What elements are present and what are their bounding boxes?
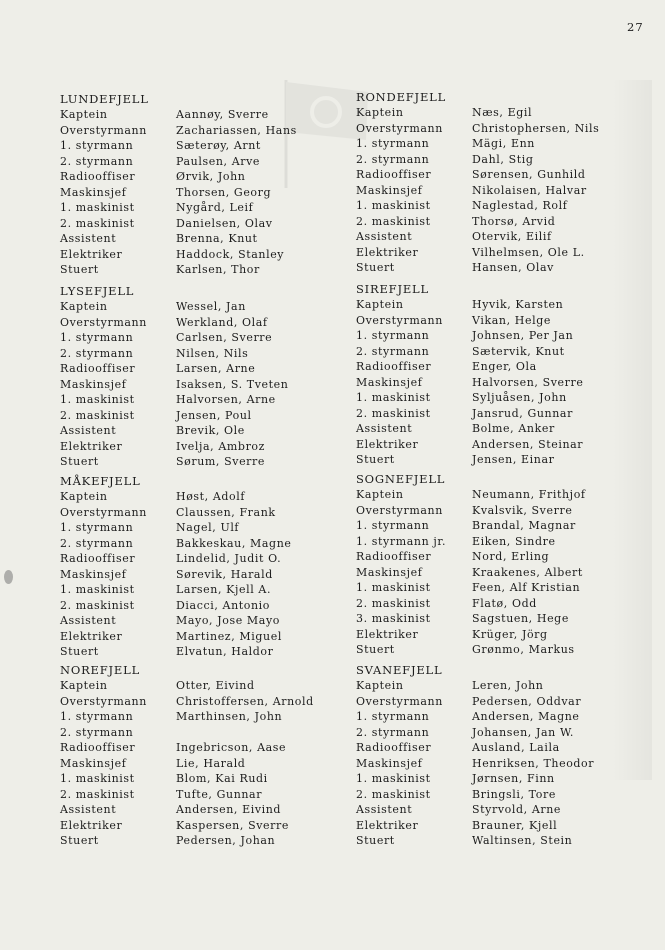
crew-row bbox=[60, 185, 297, 201]
crew-role: Maskinsjef bbox=[356, 756, 423, 770]
crew-role: Overstyrmann bbox=[60, 315, 147, 329]
crew-person: Flatø, Odd bbox=[472, 596, 537, 610]
crew-row bbox=[356, 787, 594, 803]
crew-row bbox=[60, 315, 288, 331]
crew-role: Radiooffiser bbox=[60, 741, 136, 754]
crew-role: Elektriker bbox=[60, 629, 123, 643]
crew-row bbox=[60, 361, 288, 377]
crew-person: Lindelid, Judit O. bbox=[176, 552, 282, 565]
crew-role: Maskinsjef bbox=[356, 375, 423, 389]
crew-role: Elektriker bbox=[356, 818, 419, 832]
crew-person: Hyvik, Karsten bbox=[472, 298, 564, 311]
crew-row bbox=[356, 359, 583, 375]
crew-row bbox=[60, 678, 314, 694]
crew-row bbox=[356, 580, 586, 596]
crew-row bbox=[356, 214, 599, 230]
crew-row bbox=[356, 260, 599, 276]
crew-row bbox=[356, 183, 599, 199]
crew-row bbox=[356, 565, 586, 581]
crew-role: Stuert bbox=[356, 453, 395, 466]
crew-person: Mayo, Jose Mayo bbox=[176, 614, 280, 627]
crew-role: Stuert bbox=[60, 263, 99, 276]
crew-row bbox=[60, 454, 288, 470]
crew-role: Kaptein bbox=[356, 679, 404, 692]
crew-row bbox=[356, 487, 586, 503]
crew-table bbox=[60, 489, 292, 660]
crew-role: Radiooffiser bbox=[60, 362, 136, 375]
crew-role: 2. maskinist bbox=[60, 408, 135, 422]
crew-person: Andersen, Eivind bbox=[176, 803, 282, 816]
crew-person: Jansrud, Gunnar bbox=[472, 406, 573, 420]
crew-role: Maskinsjef bbox=[356, 565, 423, 579]
crew-role: Overstyrmann bbox=[60, 505, 147, 519]
crew-person: Blom, Kai Rudi bbox=[176, 772, 268, 785]
crew-person: Dahl, Stig bbox=[472, 152, 534, 166]
crew-role: 2. styrmann bbox=[60, 154, 134, 168]
crew-person: Pedersen, Johan bbox=[176, 834, 276, 847]
crew-role: Assistent bbox=[60, 424, 117, 437]
crew-role: 1. maskinist bbox=[60, 583, 135, 596]
crew-role: Kaptein bbox=[60, 490, 108, 503]
crew-row bbox=[60, 439, 288, 455]
crew-table bbox=[60, 299, 288, 470]
crew-person: Pedersen, Oddvar bbox=[472, 694, 582, 708]
crew-row bbox=[356, 121, 599, 137]
ship-name: RONDEFJELL bbox=[356, 90, 447, 104]
crew-person: Christoffersen, Arnold bbox=[176, 694, 314, 708]
crew-role: 1. styrmann bbox=[60, 139, 134, 152]
crew-person: Halvorsen, Sverre bbox=[472, 375, 584, 389]
crew-table bbox=[356, 105, 599, 276]
crew-role: Radiooffiser bbox=[356, 360, 432, 373]
crew-person: Thorsen, Georg bbox=[176, 185, 272, 199]
crew-person: Martinez, Miguel bbox=[176, 629, 282, 643]
crew-person: Johansen, Jan W. bbox=[472, 725, 575, 739]
crew-role: Overstyrmann bbox=[60, 694, 147, 708]
crew-row bbox=[60, 629, 292, 645]
crew-person: Sætervik, Knut bbox=[472, 344, 565, 358]
crew-role: 1. styrmann bbox=[60, 521, 134, 534]
crew-role: 2. maskinist bbox=[356, 406, 431, 420]
crew-row bbox=[356, 229, 599, 245]
crew-row bbox=[60, 138, 297, 154]
crew-row bbox=[356, 503, 586, 519]
crew-role: Radiooffiser bbox=[60, 170, 136, 183]
crew-row bbox=[356, 313, 583, 329]
crew-role: Elektriker bbox=[356, 627, 419, 641]
crew-row bbox=[60, 346, 288, 362]
crew-person: Paulsen, Arve bbox=[176, 154, 261, 168]
crew-table bbox=[356, 297, 583, 468]
crew-role: Elektriker bbox=[60, 247, 123, 261]
crew-row bbox=[356, 756, 594, 772]
crew-role: Elektriker bbox=[60, 818, 123, 832]
crew-row bbox=[356, 105, 599, 121]
crew-person: Sørevik, Harald bbox=[176, 567, 273, 581]
crew-person: Jensen, Einar bbox=[472, 453, 555, 466]
crew-person: Tufte, Gunnar bbox=[176, 787, 263, 801]
crew-person: Styrvold, Arne bbox=[472, 803, 562, 816]
crew-row bbox=[60, 644, 292, 660]
crew-row bbox=[60, 262, 297, 278]
crew-row bbox=[356, 833, 594, 849]
crew-row bbox=[60, 489, 292, 505]
crew-role: Stuert bbox=[60, 455, 99, 468]
crew-role: Stuert bbox=[60, 645, 99, 658]
crew-role: 3. maskinist bbox=[356, 612, 431, 625]
crew-role: 1. styrmann bbox=[356, 137, 430, 150]
crew-role: 1. styrmann jr. bbox=[356, 534, 447, 548]
crew-person: Feen, Alf Kristian bbox=[472, 581, 581, 594]
crew-role: Radiooffiser bbox=[60, 552, 136, 565]
crew-person: Sæterøy, Arnt bbox=[176, 139, 261, 152]
crew-role: Assistent bbox=[356, 422, 413, 435]
crew-row bbox=[356, 452, 583, 468]
crew-person bbox=[176, 725, 314, 741]
crew-row bbox=[60, 613, 292, 629]
crew-person: Brauner, Kjell bbox=[472, 818, 558, 832]
crew-person: Naglestad, Rolf bbox=[472, 199, 568, 212]
crew-role: 2. maskinist bbox=[356, 596, 431, 610]
crew-person: Nord, Erling bbox=[472, 550, 550, 563]
crew-person: Sørum, Sverre bbox=[176, 455, 266, 468]
crew-row bbox=[60, 536, 292, 552]
crew-role: 2. styrmann bbox=[356, 152, 430, 166]
crew-person: Haddock, Stanley bbox=[176, 247, 285, 261]
crew-person: Nilsen, Nils bbox=[176, 346, 249, 360]
crew-role: Radiooffiser bbox=[356, 168, 432, 181]
crew-row bbox=[356, 152, 599, 168]
crew-person: Aannøy, Sverre bbox=[176, 108, 269, 121]
crew-role: 1. maskinist bbox=[60, 772, 135, 785]
crew-role: Stuert bbox=[356, 261, 395, 274]
crew-table bbox=[60, 107, 297, 278]
crew-row bbox=[60, 771, 314, 787]
crew-person: Leren, John bbox=[472, 679, 544, 692]
crew-role: Kaptein bbox=[356, 106, 404, 119]
crew-person: Enger, Ola bbox=[472, 360, 537, 373]
crew-row bbox=[60, 598, 292, 614]
crew-role: 2. styrmann bbox=[60, 536, 134, 550]
crew-row bbox=[60, 408, 288, 424]
crew-role: 1. styrmann bbox=[60, 710, 134, 723]
crew-role: 1. maskinist bbox=[356, 772, 431, 785]
crew-row bbox=[356, 678, 594, 694]
ship-name: NOREFJELL bbox=[60, 663, 141, 677]
crew-row bbox=[356, 421, 583, 437]
crew-person: Lie, Harald bbox=[176, 756, 246, 770]
crew-role: 1. maskinist bbox=[60, 201, 135, 214]
crew-row bbox=[60, 216, 297, 232]
crew-person: Brenna, Knut bbox=[176, 232, 258, 245]
ship-name: LUNDEFJELL bbox=[60, 92, 149, 106]
crew-row bbox=[356, 245, 599, 261]
crew-person: Werkland, Olaf bbox=[176, 315, 268, 329]
crew-row bbox=[60, 299, 288, 315]
ship-block-rondefjell bbox=[356, 89, 599, 276]
crew-person: Brandal, Magnar bbox=[472, 519, 576, 532]
crew-person: Otervik, Eilif bbox=[472, 230, 552, 243]
crew-row bbox=[60, 200, 297, 216]
crew-row bbox=[60, 247, 297, 263]
ship-block-sirefjell bbox=[356, 281, 583, 468]
crew-person: Wessel, Jan bbox=[176, 300, 246, 313]
crew-row bbox=[356, 406, 583, 422]
crew-role: Stuert bbox=[60, 834, 99, 847]
crew-role: Overstyrmann bbox=[356, 313, 443, 327]
crew-person: Johnsen, Per Jan bbox=[472, 329, 574, 342]
crew-role: Overstyrmann bbox=[356, 121, 443, 135]
ship-block-makefjell bbox=[60, 473, 292, 660]
crew-person: Henriksen, Theodor bbox=[472, 756, 595, 770]
crew-row bbox=[356, 437, 583, 453]
crew-role: Maskinsjef bbox=[60, 756, 127, 770]
crew-role: 1. maskinist bbox=[356, 199, 431, 212]
crew-person: Isaksen, S. Tveten bbox=[176, 377, 289, 391]
crew-person: Mägi, Enn bbox=[472, 137, 535, 150]
crew-person: Otter, Eivind bbox=[176, 679, 255, 692]
crew-role: Kaptein bbox=[60, 300, 108, 313]
crew-role: Radiooffiser bbox=[356, 741, 432, 754]
crew-person: Jensen, Poul bbox=[176, 408, 252, 422]
crew-role: 2. maskinist bbox=[356, 787, 431, 801]
crew-table bbox=[60, 678, 314, 849]
crew-person: Ivelja, Ambroz bbox=[176, 439, 266, 453]
crew-role: Maskinsjef bbox=[60, 567, 127, 581]
crew-row bbox=[60, 833, 314, 849]
crew-person: Nygård, Leif bbox=[176, 201, 254, 214]
crew-person: Brevik, Ole bbox=[176, 424, 245, 437]
crew-role: 2. styrmann bbox=[356, 344, 430, 358]
crew-row bbox=[60, 787, 314, 803]
crew-role: Assistent bbox=[356, 803, 413, 816]
crew-row bbox=[356, 297, 583, 313]
crew-person: Waltinsen, Stein bbox=[472, 834, 573, 847]
crew-role: Kaptein bbox=[60, 108, 108, 121]
crew-role: Assistent bbox=[356, 230, 413, 243]
crew-person: Grønmo, Markus bbox=[472, 643, 575, 656]
crew-row bbox=[356, 344, 583, 360]
crew-role: 1. styrmann bbox=[356, 329, 430, 342]
crew-person: Larsen, Kjell A. bbox=[176, 583, 272, 596]
crew-person: Sagstuen, Hege bbox=[472, 612, 569, 625]
crew-role: Overstyrmann bbox=[356, 503, 443, 517]
crew-row bbox=[356, 375, 583, 391]
crew-role: 1. styrmann bbox=[60, 331, 134, 344]
crew-role: Overstyrmann bbox=[60, 123, 147, 137]
crew-role: Kaptein bbox=[60, 679, 108, 692]
crew-person: Kvalsvik, Sverre bbox=[472, 503, 573, 517]
crew-person: Christophersen, Nils bbox=[472, 121, 600, 135]
crew-row bbox=[356, 328, 583, 344]
crew-role: Stuert bbox=[356, 643, 395, 656]
crew-person: Elvatun, Haldor bbox=[176, 645, 274, 658]
crew-role: 2. styrmann bbox=[356, 725, 430, 739]
ship-block-norefjell bbox=[60, 662, 314, 849]
crew-role: Maskinsjef bbox=[60, 377, 127, 391]
crew-person: Kaspersen, Sverre bbox=[176, 818, 289, 832]
crew-person: Ingebricson, Aase bbox=[176, 741, 287, 754]
crew-row bbox=[356, 740, 594, 756]
crew-row bbox=[356, 596, 586, 612]
crew-row bbox=[60, 756, 314, 772]
crew-person: Krüger, Jörg bbox=[472, 627, 548, 641]
crew-role: 2. maskinist bbox=[356, 214, 431, 228]
crew-role: 1. maskinist bbox=[356, 581, 431, 594]
crew-person: Larsen, Arne bbox=[176, 362, 256, 375]
crew-row bbox=[356, 611, 586, 627]
crew-person: Nikolaisen, Halvar bbox=[472, 183, 587, 197]
crew-row bbox=[356, 802, 594, 818]
crew-person: Andersen, Magne bbox=[472, 710, 580, 723]
crew-person: Karlsen, Thor bbox=[176, 263, 260, 276]
crew-row bbox=[356, 709, 594, 725]
crew-row bbox=[356, 818, 594, 834]
crew-role: 2. styrmann bbox=[60, 725, 134, 739]
crew-person: Bolme, Anker bbox=[472, 422, 555, 435]
crew-row bbox=[60, 709, 314, 725]
crew-row bbox=[60, 154, 297, 170]
crew-role: 1. styrmann bbox=[356, 710, 430, 723]
crew-role: Elektriker bbox=[356, 437, 419, 451]
ship-block-sognefjell bbox=[356, 471, 586, 658]
crew-row bbox=[60, 802, 314, 818]
crew-row bbox=[60, 169, 297, 185]
crew-row bbox=[60, 520, 292, 536]
ship-name: SOGNEFJELL bbox=[356, 472, 446, 486]
crew-person: Vikan, Helge bbox=[472, 313, 551, 327]
crew-person: Ausland, Laila bbox=[472, 741, 560, 754]
ship-name: SIREFJELL bbox=[356, 282, 429, 296]
crew-row bbox=[60, 694, 314, 710]
crew-person: Carlsen, Sverre bbox=[176, 331, 273, 344]
crew-role: Maskinsjef bbox=[60, 185, 127, 199]
crew-role: Kaptein bbox=[356, 488, 404, 501]
crew-row bbox=[356, 694, 594, 710]
crew-person: Syljuåsen, John bbox=[472, 391, 567, 404]
crew-person: Zachariassen, Hans bbox=[176, 123, 297, 137]
ship-name: MÅKEFJELL bbox=[60, 474, 141, 488]
crew-person: Ørvik, John bbox=[176, 170, 246, 183]
crew-person: Diacci, Antonio bbox=[176, 598, 271, 612]
crew-row bbox=[60, 551, 292, 567]
crew-person: Andersen, Steinar bbox=[472, 437, 584, 451]
crew-row bbox=[356, 534, 586, 550]
crew-role: Elektriker bbox=[356, 245, 419, 259]
crew-row bbox=[60, 818, 314, 834]
crew-role: Kaptein bbox=[356, 298, 404, 311]
crew-role: Radiooffiser bbox=[356, 550, 432, 563]
crew-row bbox=[356, 136, 599, 152]
crew-person: Sørensen, Gunhild bbox=[472, 168, 586, 181]
crew-role: Stuert bbox=[356, 834, 395, 847]
crew-table bbox=[356, 487, 586, 658]
crew-person: Marthinsen, John bbox=[176, 710, 283, 723]
crew-row bbox=[60, 123, 297, 139]
ship-name: LYSEFJELL bbox=[60, 284, 135, 298]
crew-row bbox=[60, 330, 288, 346]
crew-row bbox=[356, 390, 583, 406]
crew-row bbox=[356, 771, 594, 787]
crew-person: Næs, Egil bbox=[472, 106, 533, 119]
crew-role: 2. maskinist bbox=[60, 598, 135, 612]
crew-row bbox=[60, 582, 292, 598]
crew-row bbox=[60, 392, 288, 408]
crew-person: Eiken, Sindre bbox=[472, 534, 556, 548]
crew-row bbox=[356, 167, 599, 183]
crew-person: Bringsli, Tore bbox=[472, 787, 556, 801]
ship-block-svanefjell bbox=[356, 662, 594, 849]
crew-row bbox=[356, 198, 599, 214]
punch-hole-mark bbox=[4, 570, 13, 584]
crew-person: Nagel, Ulf bbox=[176, 521, 240, 534]
crew-person: Jørnsen, Finn bbox=[472, 772, 555, 785]
crew-row bbox=[60, 377, 288, 393]
crew-row bbox=[60, 740, 314, 756]
crew-person: Halvorsen, Arne bbox=[176, 393, 276, 406]
crew-role: 1. maskinist bbox=[356, 391, 431, 404]
crew-role: Maskinsjef bbox=[356, 183, 423, 197]
crew-person: Vilhelmsen, Ole L. bbox=[472, 245, 585, 259]
crew-role: Overstyrmann bbox=[356, 694, 443, 708]
crew-person: Bakkeskau, Magne bbox=[176, 536, 292, 550]
crew-person: Danielsen, Olav bbox=[176, 216, 273, 230]
crew-row bbox=[356, 725, 594, 741]
ship-block-lundefjell bbox=[60, 91, 297, 278]
crew-role: 2. maskinist bbox=[60, 216, 135, 230]
crew-row bbox=[356, 518, 586, 534]
crew-row bbox=[60, 231, 297, 247]
crew-row bbox=[60, 107, 297, 123]
crew-role: Assistent bbox=[60, 614, 117, 627]
crew-role: 2. styrmann bbox=[60, 346, 134, 360]
ship-block-lysefjell bbox=[60, 283, 288, 470]
show-through-shading bbox=[612, 80, 652, 780]
crew-row bbox=[60, 505, 292, 521]
crew-role: 2. maskinist bbox=[60, 787, 135, 801]
crew-row bbox=[60, 725, 314, 741]
crew-role: Assistent bbox=[60, 232, 117, 245]
crew-role: 1. styrmann bbox=[356, 519, 430, 532]
crew-person: Claussen, Frank bbox=[176, 505, 276, 519]
page-number: 27 bbox=[627, 20, 644, 34]
crew-row bbox=[60, 423, 288, 439]
crew-person: Hansen, Olav bbox=[472, 261, 554, 274]
crew-person: Neumann, Frithjof bbox=[472, 488, 586, 501]
crew-row bbox=[356, 627, 586, 643]
crew-table bbox=[356, 678, 594, 849]
crew-row bbox=[356, 642, 586, 658]
crew-person: Thorsø, Arvid bbox=[472, 214, 556, 228]
crew-row bbox=[60, 567, 292, 583]
ship-name: SVANEFJELL bbox=[356, 663, 443, 677]
crew-person: Kraakenes, Albert bbox=[472, 565, 583, 579]
crew-person: Høst, Adolf bbox=[176, 490, 246, 503]
crew-role: 1. maskinist bbox=[60, 393, 135, 406]
crew-row bbox=[356, 549, 586, 565]
crew-role: Elektriker bbox=[60, 439, 123, 453]
crew-role: Assistent bbox=[60, 803, 117, 816]
